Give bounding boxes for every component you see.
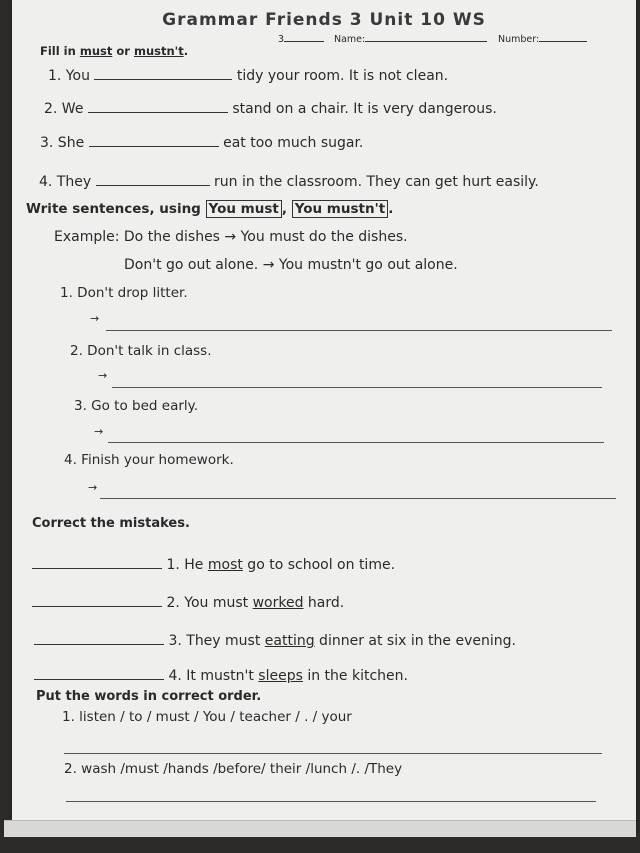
part3-item-2: 2. You must worked hard. xyxy=(32,595,344,611)
part2-item-3: 3. Go to bed early. xyxy=(74,398,198,414)
part2-instruction: Write sentences, using You must , You mustn't . xyxy=(26,201,394,217)
arrow-icon: → xyxy=(98,369,108,382)
part3-instruction: Correct the mistakes. xyxy=(32,516,190,531)
answer-line[interactable] xyxy=(64,753,602,754)
you-mustnt-box: You mustn't xyxy=(292,200,389,218)
arrow-icon: → xyxy=(88,481,98,494)
class-blank[interactable] xyxy=(284,40,324,42)
answer-line[interactable] xyxy=(100,498,616,499)
name-field xyxy=(334,34,487,45)
arrow-icon: → xyxy=(90,312,100,325)
part3-item-3: 3. They must eatting dinner at six in the evening. xyxy=(34,633,516,649)
mistake-word: eatting xyxy=(264,633,315,649)
part1-instruction: Fill in must or mustn't. xyxy=(40,44,189,58)
answer-line[interactable] xyxy=(112,387,602,388)
number-field xyxy=(498,34,587,45)
part1-item-1: 1. You tidy your room. It is not clean. xyxy=(48,68,449,84)
part3-item-1: 1. He most go to school on time. xyxy=(32,557,395,573)
example-line-2: Don't go out alone. → You mustn't go out alone. xyxy=(124,257,458,273)
number-blank[interactable] xyxy=(539,40,587,42)
answer-blank[interactable] xyxy=(89,145,219,147)
worksheet-title: Grammar Friends 3 Unit 10 WS xyxy=(162,10,486,30)
worksheet-page xyxy=(12,0,636,830)
mistake-word: worked xyxy=(252,595,304,611)
class-number: 3 xyxy=(278,34,324,45)
mustnt-word: mustn't xyxy=(133,44,184,58)
part2-item-2: 2. Don't talk in class. xyxy=(70,343,212,359)
answer-blank[interactable] xyxy=(34,643,164,645)
answer-blank[interactable] xyxy=(94,78,232,80)
answer-blank[interactable] xyxy=(88,111,228,113)
answer-blank[interactable] xyxy=(34,678,164,680)
answer-blank[interactable] xyxy=(32,567,162,569)
must-word: must xyxy=(79,44,113,58)
part4-instruction: Put the words in correct order. xyxy=(36,689,262,704)
part2-item-1: 1. Don't drop litter. xyxy=(60,285,188,301)
part3-item-4: 4. It mustn't sleeps in the kitchen. xyxy=(34,668,408,684)
name-blank[interactable] xyxy=(365,40,487,42)
part2-item-4: 4. Finish your homework. xyxy=(64,452,234,468)
paper-stack-edge xyxy=(4,820,636,837)
mistake-word: most xyxy=(207,557,243,573)
part1-item-3: 3. She eat too much sugar. xyxy=(40,135,364,151)
part4-item-1: 1. listen / to / must / You / teacher / . / your xyxy=(62,709,352,725)
name-label: Name: xyxy=(334,34,366,45)
arrow-icon: → xyxy=(94,425,104,438)
answer-blank[interactable] xyxy=(32,605,162,607)
mistake-word: sleeps xyxy=(258,668,303,684)
part1-item-2: 2. We stand on a chair. It is very dangerous. xyxy=(44,101,497,117)
part4-item-2: 2. wash /must /hands /before/ their /lunch /. /They xyxy=(64,761,403,777)
answer-line[interactable] xyxy=(108,442,604,443)
example-line-1: Example: Do the dishes → You must do the dishes. xyxy=(54,229,408,245)
part1-item-4: 4. They run in the classroom. They can get hurt easily. xyxy=(39,174,539,190)
answer-line[interactable] xyxy=(106,330,612,331)
answer-blank[interactable] xyxy=(96,184,210,186)
you-must-box: You must xyxy=(206,200,282,218)
answer-line[interactable] xyxy=(66,801,596,802)
number-label: Number: xyxy=(498,34,540,45)
